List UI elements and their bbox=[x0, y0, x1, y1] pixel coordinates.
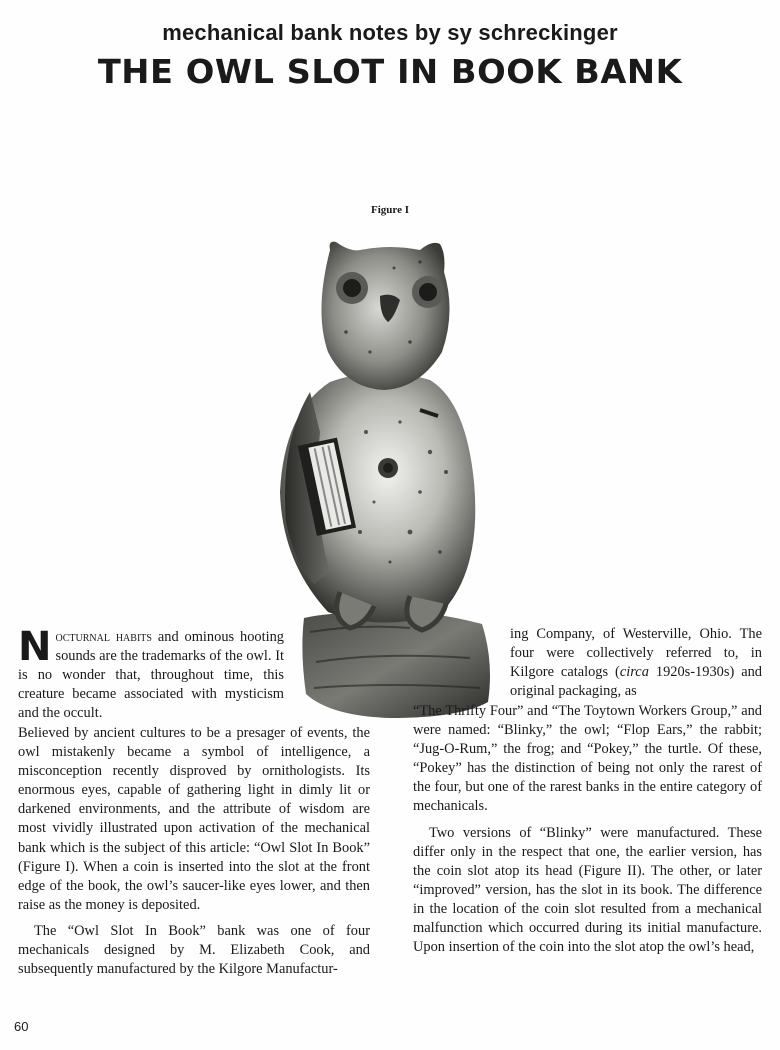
paragraph-thrifty-four: “The Thrifty Four” and “The Toytown Workers Group,” and were named: “Blinky,” the owl; “Flop Ears,” the rabbit; “Jug-O-Rum,” the frog; and “Pokey,” the turtle. Of these, “Pokey” has the distinction of being not only the rarest of the four, but one of the rarest banks in the entire category of mechanicals. bbox=[413, 703, 762, 815]
paragraph-owl-symbolism: Believed by ancient cultures to be a presager of events, the owl mistakenly became a symbol of intelligence, a misconception recently disproved by ornithologists. Its enormous eyes, capable of gathering light in dimly lit or darkened environments, and the attribute of wisdom are most vividly illustrated upon activation of the mechanical bank which is the subject of this article: “Owl Slot In Book” (Figure I). When a coin is inserted into the slot at the front edge of the book, the owl’s saucer-like eyes lower, and then raise as the money is deposited. bbox=[18, 725, 370, 913]
series-heading: mechanical bank notes by sy schreckinger bbox=[162, 20, 618, 45]
paragraph-two-versions: Two versions of “Blinky” were manufactured. These differ only in the respect that one, the earlier version, has the coin slot atop its head (Figure II). The other, or later “improved” version, has the slot in its book. The difference in the location of the coin slot resulted from a mechanical malfunction which occurred during its initial manufacture. Upon insertion of the coin into the slot atop the owl’s head, bbox=[413, 824, 762, 956]
paragraph-kilgore-a2: 1920s-1930s) and original packaging, as bbox=[510, 664, 762, 700]
page-number: 60 bbox=[14, 1019, 29, 1034]
right-column-body bbox=[413, 702, 762, 957]
right-column-top bbox=[510, 625, 762, 701]
article-title: THE OWL SLOT IN BOOK BANK bbox=[97, 52, 683, 91]
paragraph-kilgore-a1: ing Company, of Westerville, Ohio. The four were collectively referred to, in Kilgore catalogs ( bbox=[510, 626, 762, 681]
intro-smallcaps: octurnal habits bbox=[55, 629, 152, 645]
owl-bank-photo bbox=[270, 232, 502, 720]
intro-paragraph-a: and ominous hooting sounds are the trademarks of the owl. It is no wonder that, throughout time, this creature became associated with mysticism and the occult. bbox=[18, 629, 284, 722]
paragraph-bank-origin: The “Owl Slot In Book” bank was one of four mechanicals designed by M. Elizabeth Cook, and subsequently manufactured by the Kilgore Manufactur- bbox=[18, 922, 370, 978]
drop-cap: N bbox=[18, 624, 52, 670]
circa-italic: circa bbox=[619, 664, 649, 681]
left-column-body bbox=[18, 724, 370, 979]
left-column-intro bbox=[18, 624, 284, 723]
figure-label: Figure I bbox=[371, 204, 409, 216]
